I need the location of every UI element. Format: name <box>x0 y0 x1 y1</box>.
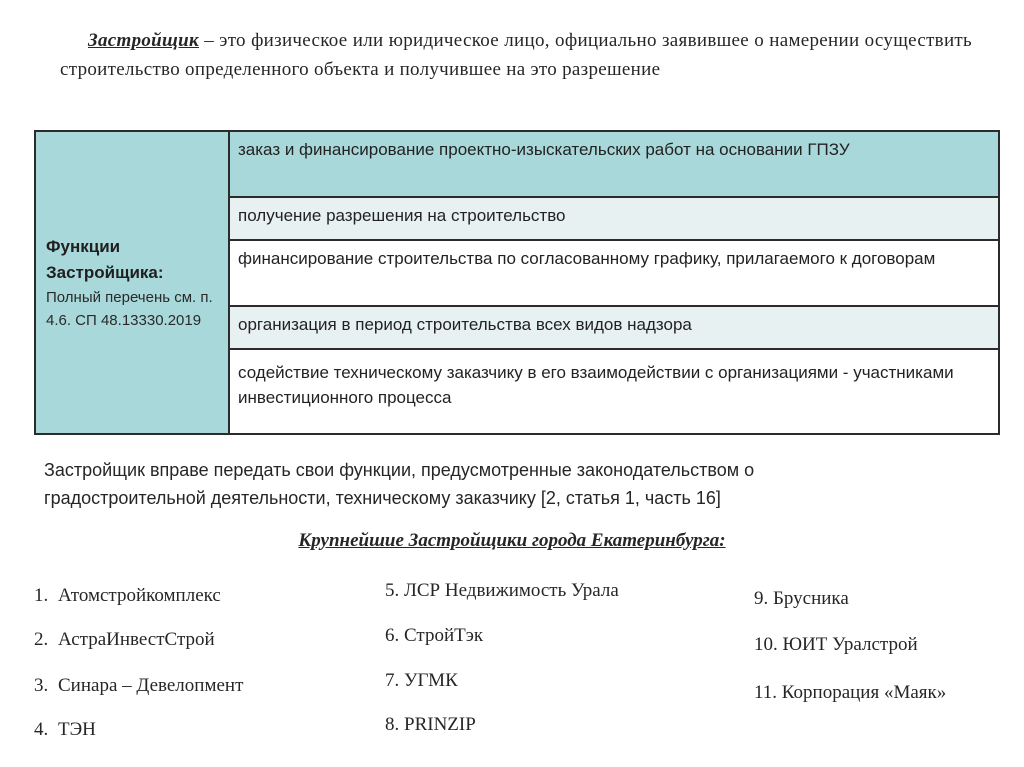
builder-item: 5. ЛСР Недвижимость Урала <box>385 580 619 601</box>
builder-item: 9. Брусника <box>754 588 849 609</box>
builder-item: 3. Синара – Девелопмент <box>34 675 244 696</box>
builder-item: 1. Атомстройкомплекс <box>34 585 221 606</box>
builder-item: 7. УГМК <box>385 670 458 691</box>
transfer-paragraph: Застройщик вправе передать свои функции, предусмотренные законодательством о градостроительной деятельности, техническому заказчику [2, статья 1, часть 16] <box>44 460 755 508</box>
functions-list <box>230 132 998 433</box>
definition-text: – это физическое или юридическое лицо, официально заявившее о намерении осуществить строительство определенного объекта и получившее на это разрешение <box>60 30 972 80</box>
function-row: финансирование строительства по согласованному графику, прилагаемого к договорам <box>230 241 998 307</box>
function-row: заказ и финансирование проектно-изыскательских работ на основании ГПЗУ <box>230 132 998 198</box>
function-row: содействие техническому заказчику в его взаимодействии с организациями - участниками инвестиционного процесса <box>230 350 998 433</box>
definition-term: Застройщик <box>88 30 199 51</box>
builder-item: 4. ТЭН <box>34 719 96 740</box>
functions-title: Функции Застройщика: <box>46 236 164 282</box>
builder-item: 10. ЮИТ Уралстрой <box>754 634 918 655</box>
builder-item: 8. PRINZIP <box>385 714 476 735</box>
builder-item: 6. СтройТэк <box>385 625 484 646</box>
builder-item: 2. АстраИнвестСтрой <box>34 629 215 650</box>
definition-paragraph <box>60 26 972 84</box>
function-row: получение разрешения на строительство <box>230 198 998 241</box>
functions-note: Полный перечень см. п. 4.6. СП 48.13330.2019 <box>46 288 213 329</box>
builder-item: 11. Корпорация «Маяк» <box>754 682 947 703</box>
functions-header-cell <box>36 132 230 433</box>
functions-table <box>34 130 1000 435</box>
builders-heading: Крупнейшие Застройщики города Екатеринбурга: <box>298 530 726 551</box>
function-row: организация в период строительства всех видов надзора <box>230 307 998 350</box>
